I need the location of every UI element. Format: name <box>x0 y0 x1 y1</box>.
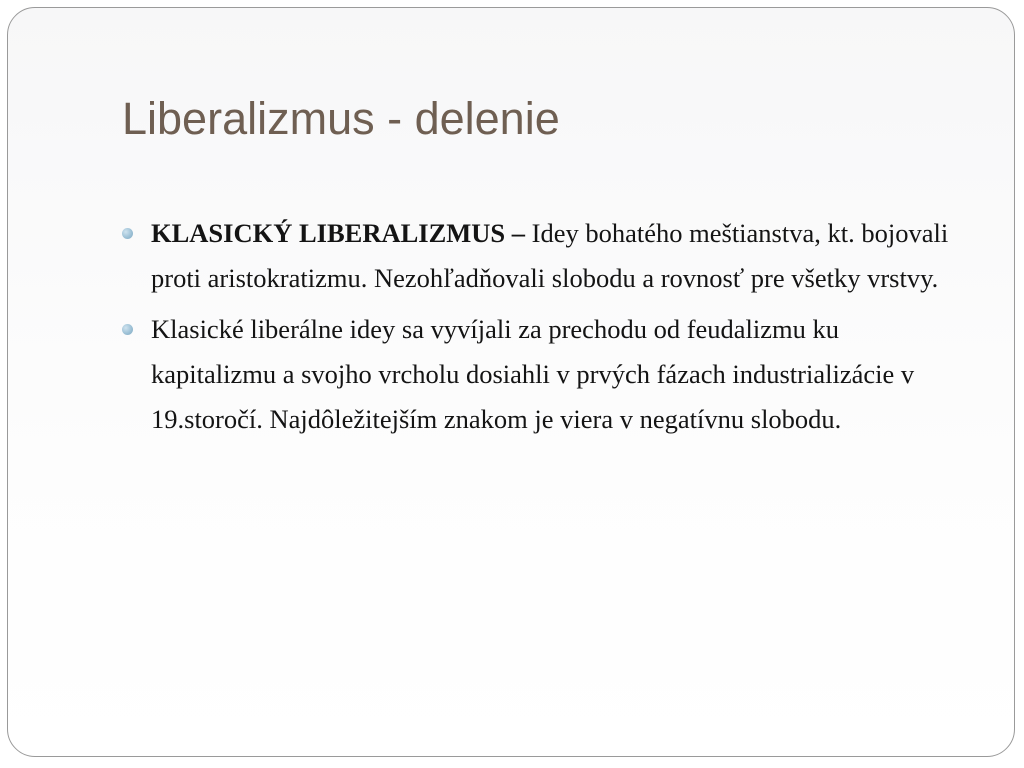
bullet-text: Idey bohatého meštianstva, kt. bojovali proti aristokratizmu. Nezohľadňovali slobodu a rovnosť pre všetky vrstvy. <box>151 218 949 293</box>
bullet-term: KLASICKÝ LIBERALIZMUS – <box>151 218 532 248</box>
bullet-item <box>120 211 970 301</box>
slide-frame <box>7 7 1015 757</box>
bullet-list <box>120 211 970 448</box>
slide-title: Liberalizmus - delenie <box>122 93 560 144</box>
bullet-point-icon <box>122 228 133 239</box>
bullet-item <box>120 307 970 442</box>
bullet-text: Klasické liberálne idey sa vyvíjali za prechodu od feudalizmu ku kapitalizmu a svojho vrcholu dosiahli v prvých fázach industrializácie v 19.storočí. Najdôležitejším znakom je viera v negatívnu slobodu. <box>151 314 915 434</box>
bullet-point-icon <box>122 324 133 335</box>
